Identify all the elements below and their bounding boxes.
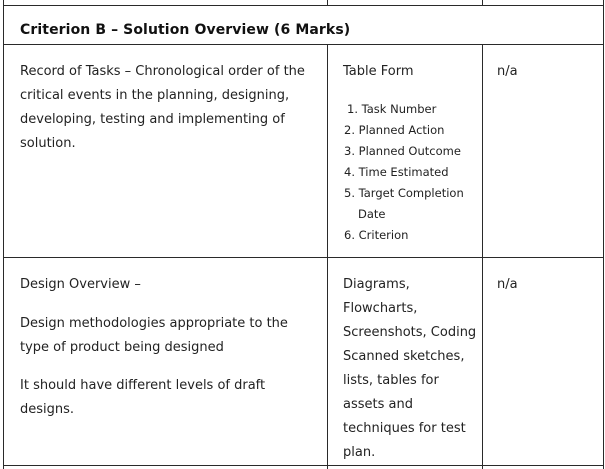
format-list-item: 5. Target Completion	[344, 186, 464, 200]
marks-value: n/a	[497, 277, 518, 292]
format-list-item: 3. Planned Outcome	[344, 144, 461, 158]
format-line: Flowcharts,	[343, 301, 418, 316]
format-title: Table Form	[343, 64, 414, 79]
format-list-item: 2. Planned Action	[344, 123, 445, 137]
description-line: solution.	[20, 136, 76, 151]
format-list-item: 1. Task Number	[347, 102, 437, 116]
format-list-item: 6. Criterion	[344, 228, 409, 242]
format-line: Screenshots, Coding	[343, 325, 477, 340]
description-line: It should have different levels of draft	[20, 378, 266, 393]
format-line: lists, tables for	[343, 373, 439, 388]
table-border-right	[603, 0, 604, 469]
section-title: Criterion B – Solution Overview (6 Marks)	[20, 22, 351, 38]
format-line: techniques for test	[343, 421, 466, 436]
description-line: Design methodologies appropriate to the	[20, 316, 288, 331]
format-list-item: 4. Time Estimated	[344, 165, 449, 179]
description-line: Record of Tasks – Chronological order of the	[20, 64, 305, 79]
description-heading: Design Overview –	[20, 277, 141, 292]
description-line: designs.	[20, 402, 75, 417]
table-border-left	[3, 0, 4, 469]
row-divider-header	[3, 44, 604, 45]
format-line: Scanned sketches,	[343, 349, 465, 364]
format-line: plan.	[343, 445, 376, 460]
description-line: developing, testing and implementing of	[20, 112, 285, 127]
row-divider-middle	[3, 257, 604, 258]
row-divider-bottom	[3, 465, 604, 466]
row-divider-top	[3, 5, 604, 6]
format-line: assets and	[343, 397, 413, 412]
format-line: Diagrams,	[343, 277, 410, 292]
description-line: critical events in the planning, designing,	[20, 88, 290, 103]
marks-value: n/a	[497, 64, 518, 79]
format-list-item: Date	[358, 207, 386, 221]
description-line: type of product being designed	[20, 340, 224, 355]
